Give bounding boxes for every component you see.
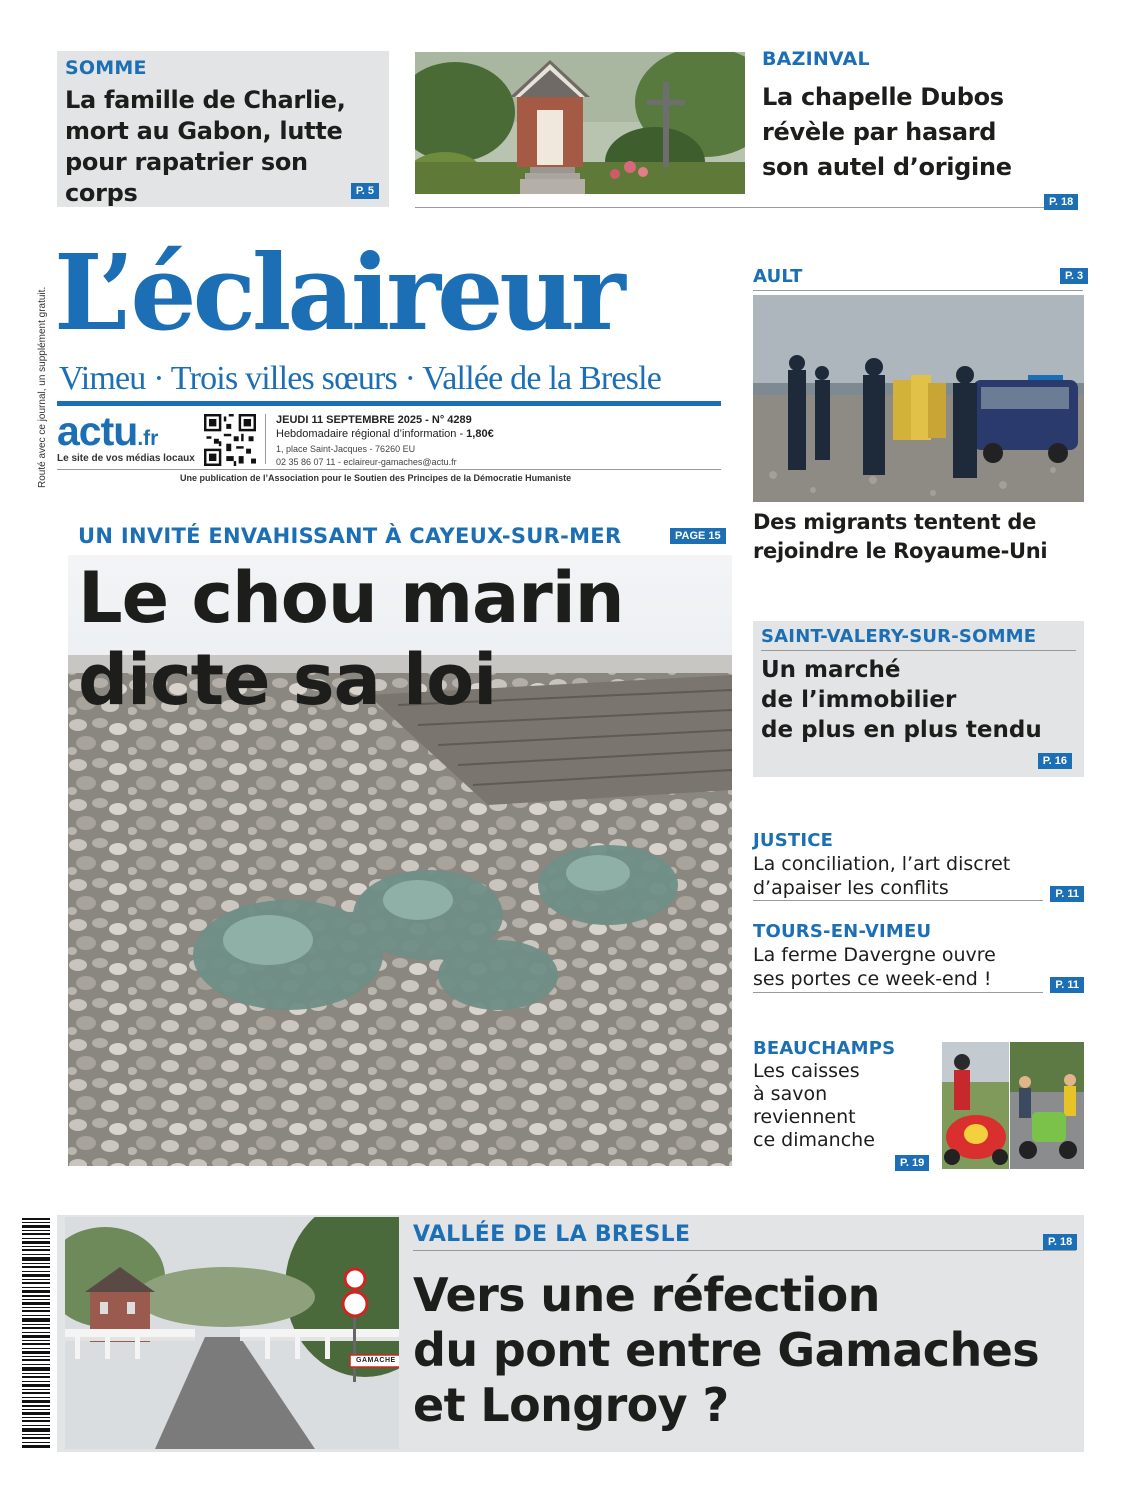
kicker-bazinval: BAZINVAL <box>762 48 870 70</box>
masthead-title: L’éclaireur <box>54 231 622 354</box>
headline-ault: Des migrants tentent de rejoindre le Royaume-Uni <box>753 510 1048 563</box>
headline-bresle-1: Vers une réfection <box>413 1268 880 1322</box>
headline-bresle-3: et Longroy ? <box>413 1378 729 1432</box>
info-line <box>276 427 716 441</box>
teaser-bresle[interactable] <box>57 1215 1084 1452</box>
rule-ault <box>753 290 1083 291</box>
headline-bazinval: La chapelle Dubos révèle par hasard son autel d’origine <box>762 83 1012 181</box>
publisher-rule <box>57 469 721 470</box>
headline-saint-valery-2: de l’immobilier <box>761 687 957 713</box>
justice-line2: d’apaiser les conflits <box>753 877 949 899</box>
barcode <box>22 1218 50 1450</box>
teaser-bazinval[interactable] <box>762 48 1092 208</box>
actu-logo-text: actu <box>57 408 138 454</box>
teaser-beauchamps[interactable] <box>753 1038 933 1168</box>
page-ref-beauchamps: P. 19 <box>895 1155 929 1171</box>
justice-line1: La conciliation, l’art discret <box>753 853 1011 875</box>
sign-gamache: GAMACHE <box>356 1357 396 1364</box>
kicker-somme: SOMME <box>65 57 147 79</box>
rule-bresle <box>413 1250 1076 1251</box>
beauchamps-line3: reviennent <box>753 1106 856 1128</box>
rule-saint-valery <box>761 650 1076 651</box>
issue-info <box>276 413 716 468</box>
teaser-tours[interactable] <box>753 921 1084 993</box>
page-ref-somme: P. 5 <box>351 183 379 199</box>
rule-justice <box>753 900 1043 901</box>
headline-somme: La famille de Charlie, mort au Gabon, lutte pour rapatrier son corps <box>65 86 346 207</box>
masthead-rule <box>57 401 721 406</box>
kicker-justice: JUSTICE <box>753 830 834 851</box>
issue-line: JEUDI 11 SEPTEMBRE 2025 - N° 4289 <box>276 414 472 426</box>
kicker-beauchamps: BEAUCHAMPS <box>753 1038 896 1059</box>
teaser-somme[interactable] <box>57 51 389 207</box>
kicker-tours: TOURS-EN-VIMEU <box>753 921 932 942</box>
photo-caisses-savon-1 <box>942 1042 1009 1169</box>
publisher-line: Une publication de l’Association pour le Soutien des Principes de la Démocratie Humaniste <box>180 473 572 483</box>
headline-main-line2: dicte sa loi <box>78 639 497 721</box>
actu-logo-suffix: .fr <box>137 427 159 450</box>
beauchamps-line4: ce dimanche <box>753 1129 875 1151</box>
kicker-bresle: VALLÉE DE LA BRESLE <box>413 1222 691 1247</box>
masthead-divider <box>265 414 266 464</box>
page-ref-saint-valery: P. 16 <box>1038 753 1072 769</box>
photo-pont-gamaches <box>65 1217 399 1449</box>
page-ref-ault: P. 3 <box>1060 268 1088 284</box>
teaser-justice[interactable] <box>753 830 1084 902</box>
actu-logo[interactable] <box>57 410 197 470</box>
page-ref-bresle: P. 18 <box>1043 1234 1077 1250</box>
price: 1,80€ <box>466 428 494 440</box>
address-line: 1, place Saint-Jacques - 76260 EU <box>276 444 416 454</box>
beauchamps-line1: Les caisses <box>753 1060 860 1082</box>
rule-tours <box>753 992 1043 993</box>
rule-bazinval <box>415 207 1077 208</box>
page-ref-tours: P. 11 <box>1050 977 1084 993</box>
kicker-ault: AULT <box>753 266 803 287</box>
page-ref-bazinval: P. 18 <box>1044 194 1078 210</box>
headline-saint-valery-1: Un marché <box>761 657 901 683</box>
tours-line1: La ferme Davergne ouvre <box>753 944 996 966</box>
headline-main-line1: Le chou marin <box>78 557 624 639</box>
side-note: Routé avec ce journal, un supplément gratuit. <box>37 286 48 488</box>
contact-line: 02 35 86 07 11 - eclaireur-gamaches@actu.fr <box>276 457 457 467</box>
photo-migrants <box>753 295 1084 502</box>
masthead-subtitle: Vimeu · Trois villes sœurs · Vallée de la Bresle <box>59 360 662 397</box>
tours-line2: ses portes ce week-end ! <box>753 968 992 990</box>
teaser-saint-valery[interactable] <box>753 621 1084 777</box>
info-text: Hebdomadaire régional d’information - <box>276 428 467 440</box>
page-ref-justice: P. 11 <box>1050 886 1084 902</box>
page-ref-main: PAGE 15 <box>670 528 726 544</box>
kicker-saint-valery: SAINT-VALERY-SUR-SOMME <box>761 626 1037 647</box>
qr-code-icon[interactable] <box>204 414 256 466</box>
photo-chapel <box>415 52 745 194</box>
actu-tagline: Le site de vos médias locaux <box>57 453 195 464</box>
beauchamps-line2: à savon <box>753 1083 828 1105</box>
headline-saint-valery-3: de plus en plus tendu <box>761 717 1042 743</box>
headline-bresle-2: du pont entre Gamaches <box>413 1323 1039 1377</box>
photo-caisses-savon-2 <box>1010 1042 1084 1169</box>
kicker-main: UN INVITÉ ENVAHISSANT À CAYEUX-SUR-MER <box>78 524 622 548</box>
